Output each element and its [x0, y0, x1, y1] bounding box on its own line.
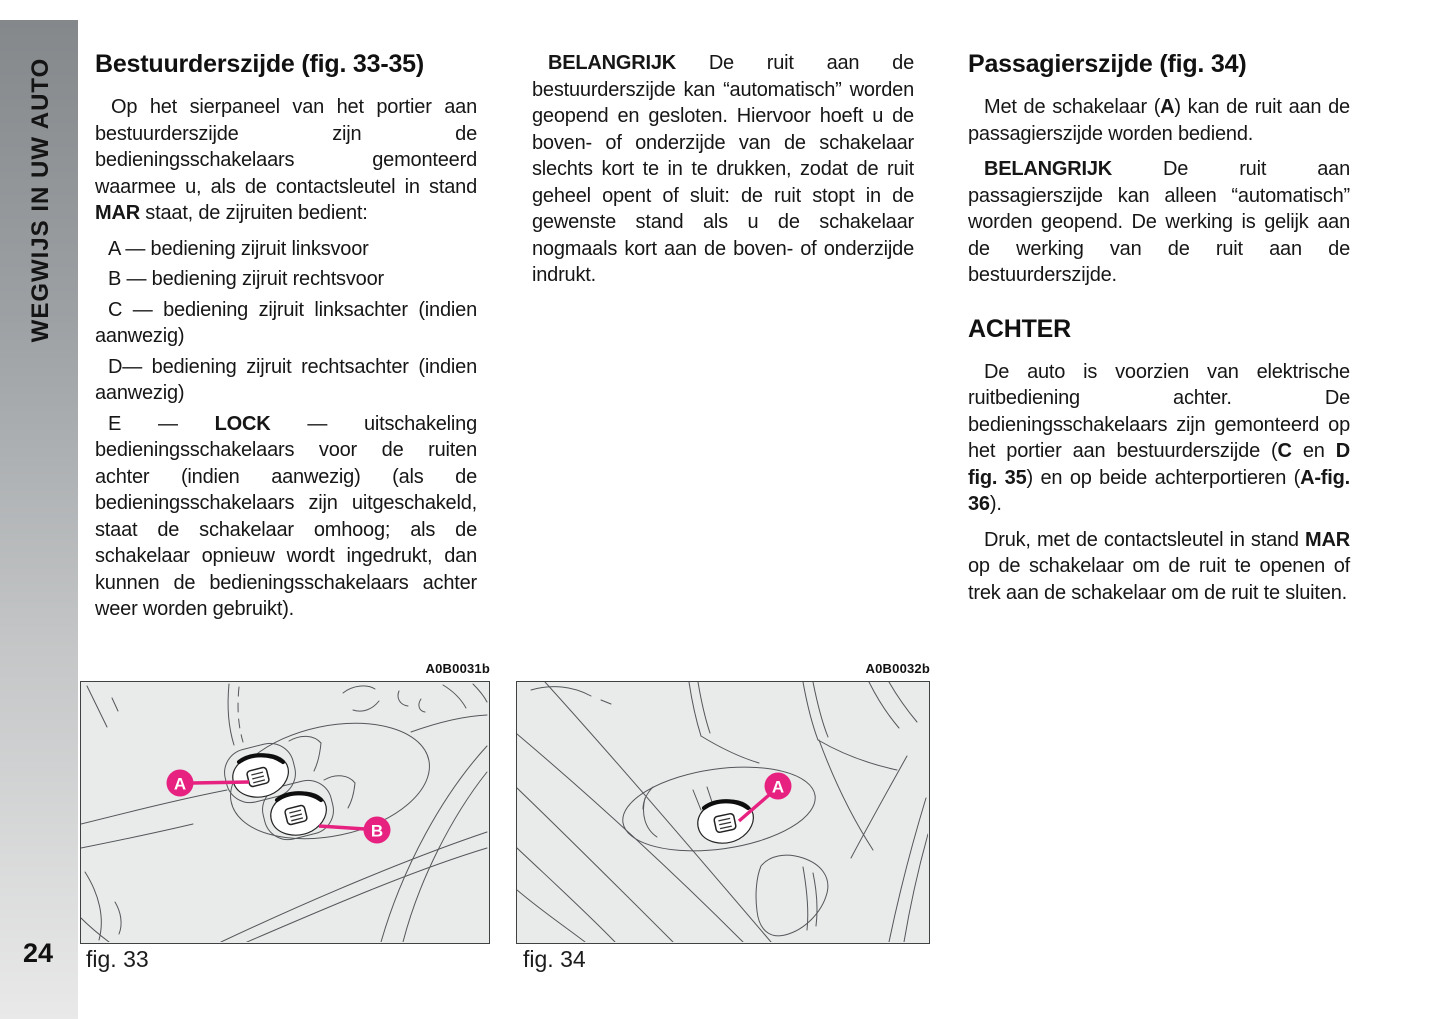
text-run: Op het sierpaneel van het portier aan bestuurderszijde zijn de bedieningsschakelaars gemonteerd waarmee u, als de contactsleutel in stand — [95, 96, 477, 198]
paragraph-important-driver — [532, 50, 914, 289]
text-run-bold: D fig. 35 — [968, 440, 1351, 489]
figure-33-caption: fig. 33 — [86, 946, 149, 972]
text-run: Druk, met de contactsleutel in stand — [984, 528, 1306, 551]
text-run-bold: BELANGRIJK — [548, 52, 677, 74]
column-driver-side — [95, 50, 477, 627]
callout-a-label: A — [173, 774, 187, 794]
figure-34-code-label: A0B0032b — [865, 661, 930, 676]
text-run-bold: C — [1277, 440, 1292, 462]
text-run: ) en op beide achterportieren ( — [1026, 466, 1301, 489]
text-run-bold: LOCK — [214, 412, 271, 435]
paragraph-driver-intro — [95, 94, 477, 227]
heading-passenger-side: Passagierszijde (fig. 34) — [968, 50, 1247, 78]
callout-b-label: B — [370, 821, 384, 841]
text-run: staat, de zijruiten bedient: — [139, 202, 368, 224]
paragraph-passenger-intro — [968, 94, 1350, 147]
figure-34-illustration — [516, 681, 930, 944]
text-run: De ruit aan de bestuurderszijde kan “automatisch” worden geopend en gesloten. Hiervoor hoeft u de boven- of onderzijde van de schakelaar slechts kort te in te drukken, zodat de ruit geheel opent of sluit: de ruit stopt in de gewenste stand als u de schakelaar nogmaals kort aan de boven- of onderzijde indrukt. — [532, 52, 914, 286]
list-item-d: D— bediening zijruit rechtsachter (indien aanwezig) — [95, 355, 477, 404]
page-number: 24 — [23, 938, 54, 968]
sidebar-vertical-label: WEGWIJS IN UW AUTO — [27, 57, 54, 343]
text-run-bold: BELANGRIJK — [984, 158, 1113, 180]
text-run-bold: A — [1160, 96, 1175, 118]
door-panel-passenger-drawing — [517, 682, 928, 942]
text-run: Met de schakelaar ( — [984, 96, 1161, 118]
column-important-note — [532, 50, 914, 298]
figure-33-code-label: A0B0031b — [425, 661, 490, 676]
text-run: ). — [989, 493, 1002, 515]
text-run: en — [1291, 440, 1336, 462]
paragraph-important-passenger — [968, 156, 1350, 289]
heading-rear: ACHTER — [968, 314, 1071, 343]
callout-a-label: A — [771, 777, 785, 797]
text-run-bold: MAR — [1305, 528, 1350, 551]
text-run: E — — [108, 412, 215, 435]
column-passenger-side — [968, 50, 1350, 615]
list-item-b: B — bediening zijruit rechtsvoor — [108, 268, 384, 290]
figure-34-caption: fig. 34 — [523, 946, 586, 972]
list-item-c: C — bediening zijruit linksachter (indien aanwezig) — [95, 298, 477, 347]
text-run: ) kan de ruit aan de passagierszijde worden bediend. — [968, 96, 1350, 145]
text-run: — uitschakeling bedieningsschakelaars voor de ruiten achter (indien aanwezig) (als de bedieningsschakelaars zijn uitgeschakeld, staat de schakelaar omhoog; als de schakelaar opnieuw wordt ingedrukt, dan kunnen de bedieningsschakelaars achter weer worden gebruikt). — [95, 412, 477, 620]
window-glyph-icon — [714, 813, 737, 833]
text-run: De auto is voorzien van elektrische ruitbediening achter. De bedieningsschakelaars zijn gemonteerd op het portier aan bestuurderszijde ( — [968, 360, 1350, 462]
text-run: op de schakelaar om de ruit te openen of trek aan de schakelaar om de ruit te sluiten. — [968, 555, 1350, 604]
text-run-bold: MAR — [95, 202, 140, 224]
paragraph-rear-switches — [968, 359, 1350, 518]
text-run: De ruit aan passagierszijde kan alleen “automatisch” worden geopend. De werking is gelijk aan de werking van de ruit aan de bestuurderszijde. — [968, 158, 1350, 286]
list-item-e — [95, 411, 477, 623]
door-panel-driver-drawing — [81, 682, 488, 942]
text-run-bold: A-fig. 36 — [968, 466, 1350, 515]
heading-driver-side: Bestuurderszijde (fig. 33-35) — [95, 50, 425, 78]
list-item-a: A — bediening zijruit linksvoor — [108, 237, 369, 260]
paragraph-rear-operation — [968, 527, 1350, 607]
figure-33-illustration — [80, 681, 490, 944]
